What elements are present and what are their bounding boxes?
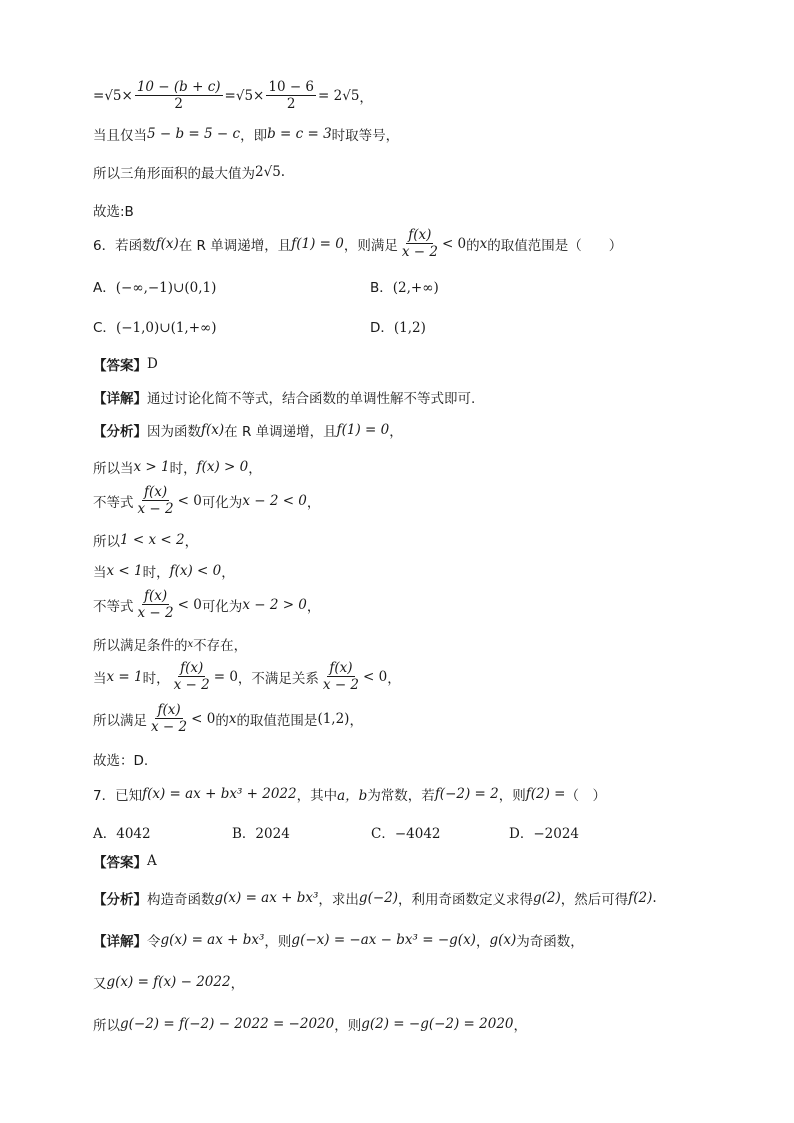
detail-7: 【详解】 令 g(x) = ax + bx³ ，则 g(−x) = −ax − bx³ = −g(x) ， g(x) 为奇函数，	[93, 932, 584, 950]
step-1: 所以当 x > 1 时， f(x) > 0 ，	[93, 459, 262, 477]
solution5-line2: 当且仅当 5 − b = 5 − c ，即 b = c = 3 时取等号，	[93, 126, 400, 144]
step-7: 当 x = 1 时， $\frac{f(x)}{x - 2}$ = 0 ，不满足关系 $\frac{f(x)}{x - 2}$ < 0 ，	[93, 660, 401, 694]
detail-6: 【详解】 通过讨论化简不等式，结合函数的单调性解不等式即可.	[93, 391, 476, 407]
question-7-stem: 7．已知 f(x) = ax + bx³ + 2022 ，其中 a，b 为常数，若 f(−2) = 2 ，则 f(2) = （ ）	[93, 786, 606, 804]
fraction: $\frac{f(x)}{x - 2}$	[173, 660, 210, 694]
solution5-line1: = √5 × $\frac{10 - (b + c)}{2}$ = √5 × $\frac{10 - 6}{2}$ = 2√5 ，	[93, 79, 373, 113]
fraction: $\frac{10 - (b + c)}{2}$	[136, 79, 221, 113]
option-d: D．−2024	[509, 826, 579, 842]
answer-6: 【答案】 D	[93, 356, 158, 374]
solution5-choice: 故选:B	[93, 204, 134, 220]
fraction: $\frac{f(x)}{x - 2}$	[137, 484, 174, 518]
option-b: B．(2,+∞)	[370, 280, 439, 296]
option-b: B．2024	[232, 826, 290, 842]
analysis-6: 【分析】 因为函数 f(x) 在 R 单调递增，且 f(1) = 0 ，	[93, 422, 403, 440]
answer-7: 【答案】 A	[93, 853, 157, 871]
step-9: 故选：D.	[93, 753, 149, 769]
solution5-line3: 所以三角形面积的最大值为 2√5 .	[93, 164, 286, 182]
analysis-7: 【分析】 构造奇函数 g(x) = ax + bx³ ，求出 g(−2) ，利用奇函数定义求得 g(2) ，然后可得 f(2) .	[93, 890, 657, 908]
option-a: A．4042	[93, 826, 151, 842]
step-8: 所以满足 $\frac{f(x)}{x - 2}$ < 0 的 x 的取值范围是 (1,2) ，	[93, 702, 363, 736]
question-6-stem: 6．若函数 f(x) 在 R 单调递增，且 f(1) = 0 ，则满足 $\frac{f(x)}{x - 2}$ < 0 的 x 的取值范围是（ ）	[93, 227, 623, 261]
option-a: A．(−∞,−1)∪(0,1)	[93, 280, 217, 296]
step-2: 不等式 $\frac{f(x)}{x - 2}$ < 0 可化为 x − 2 < 0 ，	[93, 484, 321, 518]
option-c: C．−4042	[371, 826, 441, 842]
detail-7-line3: 所以 g(−2) = f(−2) − 2022 = −2020 ，则 g(2) = −g(−2) = 2020 ，	[93, 1016, 528, 1034]
step-5: 不等式 $\frac{f(x)}{x - 2}$ < 0 可化为 x − 2 > 0 ，	[93, 588, 321, 622]
detail-7-line2: 又 g(x) = f(x) − 2022 ，	[93, 974, 245, 992]
fraction: $\frac{f(x)}{x - 2}$	[151, 702, 188, 736]
step-4: 当 x < 1 时， f(x) < 0 ，	[93, 563, 235, 581]
fraction: $\frac{f(x)}{x - 2}$	[322, 660, 360, 694]
fraction: $\frac{f(x)}{x - 2}$	[137, 588, 174, 622]
step-6: 所以满足条件的 x 不存在，	[93, 638, 248, 654]
fraction: $\frac{10 - 6}{2}$	[268, 79, 315, 113]
step-3: 所以 1 < x < 2 ，	[93, 532, 199, 550]
fraction: $\frac{f(x)}{x - 2}$	[401, 227, 438, 261]
option-d: D．(1,2)	[370, 320, 426, 336]
option-c: C．(−1,0)∪(1,+∞)	[93, 320, 217, 336]
